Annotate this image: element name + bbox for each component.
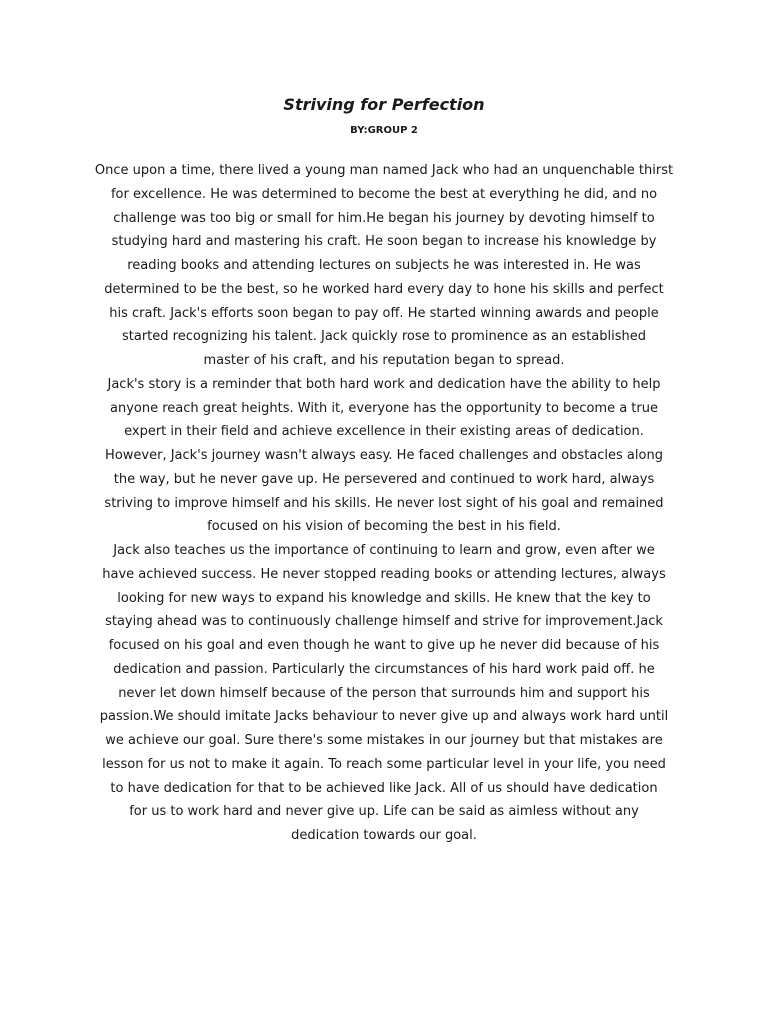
body-line: lesson for us not to make it again. To reach some particular level in your life, you need [102, 756, 666, 772]
body-line: reading books and attending lectures on subjects he was interested in. He was [127, 258, 641, 273]
document-body [90, 159, 678, 848]
body-line: master of his craft, and his reputation began to spread. [203, 353, 565, 368]
body-line: Jack's story is a reminder that both hard work and dedication have the ability to help [107, 376, 661, 392]
body-line: for us to work hard and never give up. Life can be said as aimless without any [129, 804, 639, 820]
body-line: started recognizing his talent. Jack quickly rose to prominence as an established [121, 329, 646, 345]
body-line: never let down himself because of the person that surrounds him and support his [118, 685, 650, 701]
body-line: have achieved success. He never stopped reading books or attending lectures, always [102, 566, 666, 582]
body-line: studying hard and mastering his craft. He soon began to increase his knowledge by [111, 234, 657, 250]
body-line: determined to be the best, so he worked hard every day to hone his skills and perfect [104, 281, 664, 297]
body-line: Jack also teaches us the importance of continuing to learn and grow, even after we [113, 543, 655, 558]
body-line: focused on his vision of becoming the best in his field. [207, 519, 561, 535]
body-line: Once upon a time, there lived a young man named Jack who had an unquenchable thirst [94, 163, 674, 178]
body-line: we achieve our goal. Sure there's some mistakes in our journey but that mistakes are [105, 733, 663, 748]
body-line: his craft. Jack's efforts soon began to pay off. He started winning awards and people [109, 305, 659, 321]
document-title: Striving for Perfection [283, 95, 485, 114]
body-line: focused on his goal and even though he want to give up he never did because of his [108, 638, 660, 653]
body-line: to have dedication for that to be achieved like Jack. All of us should have dedication [110, 780, 658, 796]
document-byline: BY:GROUP 2 [350, 125, 418, 136]
body-line: the way, but he never gave up. He persevered and continued to work hard, always [113, 471, 655, 487]
body-line: passion.We should imitate Jacks behaviour to never give up and always work hard until [99, 709, 669, 725]
body-line: expert in their field and achieve excellence in their existing areas of dedication. [124, 424, 644, 440]
body-line: striving to improve himself and his skills. He never lost sight of his goal and remained [104, 495, 664, 511]
body-line: However, Jack's journey wasn't always easy. He faced challenges and obstacles along [105, 448, 663, 463]
body-line: dedication and passion. Particularly the circumstances of his hard work paid off. he [113, 661, 655, 677]
body-line: challenge was too big or small for him.He began his journey by devoting himself to [113, 210, 655, 226]
body-line: looking for new ways to expand his knowledge and skills. He knew that the key to [117, 590, 651, 606]
body-line: for excellence. He was determined to become the best at everything he did, and no [110, 186, 658, 202]
body-line: anyone reach great heights. With it, everyone has the opportunity to become a true [110, 400, 658, 416]
body-line: staying ahead was to continuously challenge himself and strive for improvement.Jack [105, 614, 663, 630]
body-line: dedication towards our goal. [291, 828, 477, 843]
